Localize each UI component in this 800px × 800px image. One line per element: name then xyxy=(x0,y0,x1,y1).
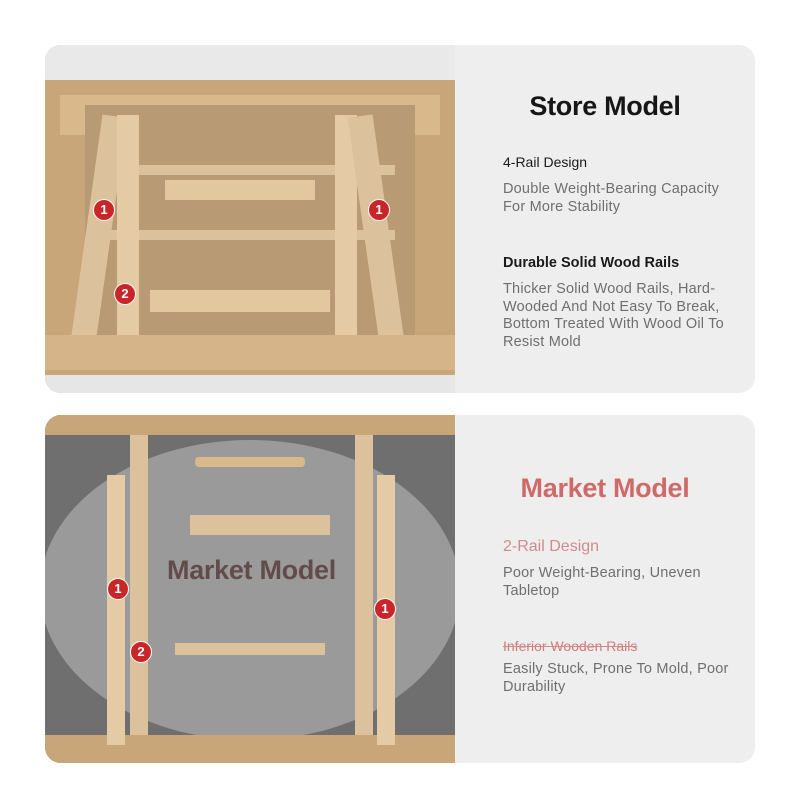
market-feature2-heading: Inferior Wooden Rails xyxy=(503,638,638,654)
marker-2: 2 xyxy=(130,641,152,663)
store-title: Store Model xyxy=(529,91,681,121)
store-feature1-desc: Double Weight-Bearing Capacity For More Stability xyxy=(503,181,720,215)
market-feature1-desc: Poor Weight-Bearing, Uneven Tabletop xyxy=(503,565,701,599)
market-model-card xyxy=(45,415,755,763)
market-feature1-heading: 2-Rail Design xyxy=(503,538,600,555)
market-overlay-label: Market Model xyxy=(167,555,336,585)
store-feature2-heading: Durable Solid Wood Rails xyxy=(503,255,680,271)
store-feature2-desc: Thicker Solid Wood Rails, Hard-Wooded And Not Easy To Break, Bottom Treated With Wood Oil To Resist Mold xyxy=(503,281,724,350)
store-text-panel xyxy=(455,45,755,393)
marker-2: 2 xyxy=(114,283,136,305)
market-feature2-desc: Easily Stuck, Prone To Mold, Poor Durability xyxy=(503,661,729,695)
marker-1-right: 1 xyxy=(374,598,396,620)
market-title: Market Model xyxy=(520,473,690,503)
market-text-panel xyxy=(455,415,755,763)
store-feature1-heading: 4-Rail Design xyxy=(503,154,588,170)
store-model-card xyxy=(45,45,755,393)
marker-1-right: 1 xyxy=(368,199,390,221)
marker-1-left: 1 xyxy=(107,578,129,600)
store-model-photo xyxy=(45,45,455,393)
marker-1-left: 1 xyxy=(93,199,115,221)
market-model-photo xyxy=(45,415,455,763)
